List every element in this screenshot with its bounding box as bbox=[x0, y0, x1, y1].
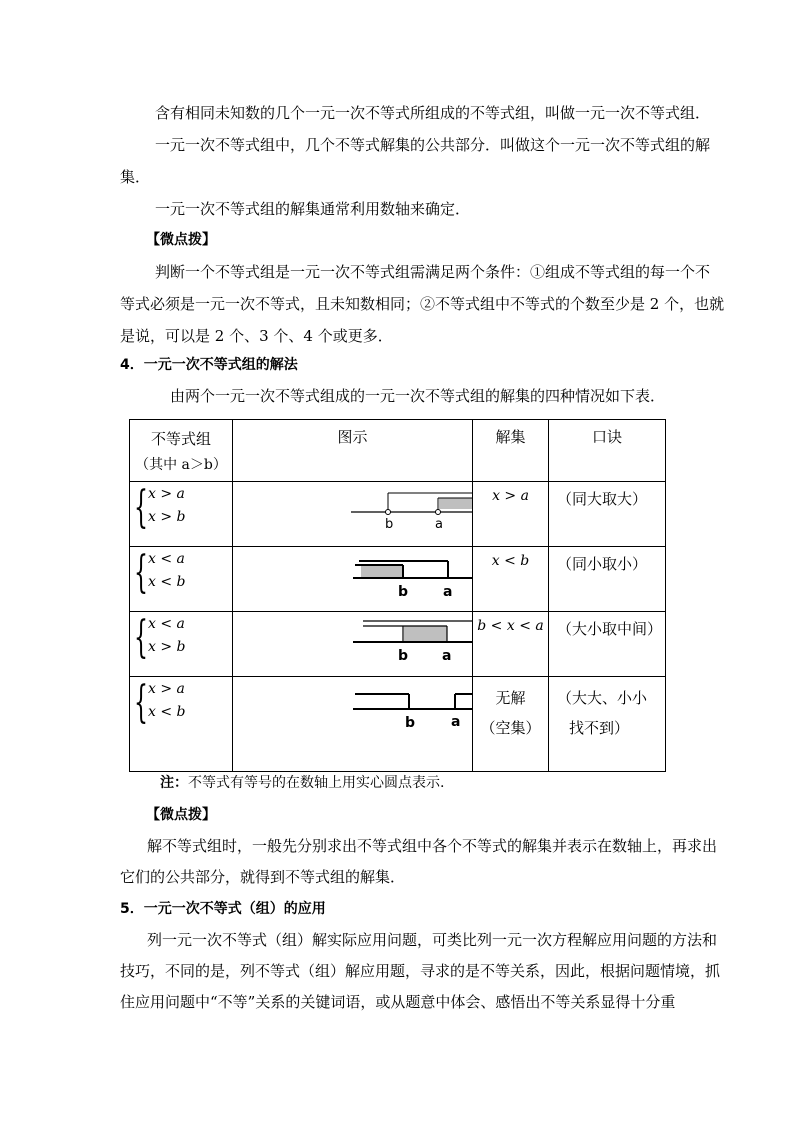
brace-icon: { bbox=[134, 677, 148, 728]
row2-solution-text: x < b bbox=[491, 553, 530, 569]
solution-set-table bbox=[129, 419, 666, 772]
header-col3: 解集 bbox=[495, 428, 526, 446]
row3-rule bbox=[549, 612, 666, 677]
table-row bbox=[130, 482, 666, 547]
label-b: b bbox=[398, 648, 409, 664]
header-col1-line1: 不等式组 bbox=[150, 430, 211, 448]
row2-rule bbox=[549, 547, 666, 612]
label-a: a bbox=[451, 714, 461, 730]
label-a: a bbox=[443, 584, 453, 600]
row2-ineq1: x < a bbox=[148, 551, 185, 567]
brace-icon: { bbox=[134, 482, 148, 533]
brace-icon: { bbox=[134, 547, 148, 598]
row2-rule-text: （同小取小） bbox=[557, 555, 648, 573]
row3-rule-text: （大小取中间） bbox=[557, 620, 663, 638]
row1-rule-text: （同大取大） bbox=[557, 490, 648, 508]
row2-diagram bbox=[233, 547, 473, 612]
header-rule bbox=[549, 420, 666, 482]
row4-diagram bbox=[233, 677, 473, 772]
row4-ineq2: x < b bbox=[148, 704, 186, 720]
paragraph-solution-set-line1: 一元一次不等式组中，几个不等式解集的公共部分．叫做这个一元一次不等式组的解 bbox=[155, 136, 711, 154]
shaded-region bbox=[404, 626, 447, 642]
row1-solution-text: x > a bbox=[492, 488, 529, 504]
shaded-region bbox=[439, 498, 472, 509]
tip2-heading: 【微点拨】 bbox=[146, 807, 216, 823]
row4-solution bbox=[473, 677, 549, 772]
row3-number-line bbox=[233, 612, 472, 672]
brace-system bbox=[130, 547, 232, 605]
paragraph-definition: 含有相同未知数的几个一元一次不等式所组成的不等式组，叫做一元一次不等式组． bbox=[155, 104, 711, 122]
paragraph-solution-set-line2: 集． bbox=[120, 168, 151, 186]
row3-solution-text: b < x < a bbox=[477, 618, 544, 634]
shaded-region bbox=[361, 565, 403, 578]
row1-ineq2: x > b bbox=[148, 509, 186, 525]
row3-ineq2: x > b bbox=[148, 639, 186, 655]
label-a: a bbox=[435, 517, 443, 532]
row3-solution bbox=[473, 612, 549, 677]
brace-icon: { bbox=[134, 612, 148, 663]
section4-heading: 4．一元一次不等式组的解法 bbox=[120, 357, 298, 373]
header-diagram bbox=[233, 420, 473, 482]
row1-solution bbox=[473, 482, 549, 547]
row4-solution-line2: （空集） bbox=[480, 719, 541, 737]
note-label: 注： bbox=[160, 775, 188, 791]
row1-number-line bbox=[233, 482, 472, 542]
row2-system bbox=[130, 547, 233, 612]
note-text: 不等式有等号的在数轴上用实心圆点表示. bbox=[188, 775, 445, 791]
row3-system bbox=[130, 612, 233, 677]
row4-rule bbox=[549, 677, 666, 772]
table-row bbox=[130, 677, 666, 772]
brace-system bbox=[130, 677, 232, 735]
row4-rule-line1: （大大、小小 bbox=[557, 689, 648, 707]
label-b: b bbox=[405, 715, 416, 731]
row4-number-line bbox=[233, 677, 472, 737]
tip1-line2: 等式必须是一元一次不等式，且未知数相同；②不等式组中不等式的个数至少是 2 个，也就 bbox=[120, 295, 725, 313]
tip2-line1: 解不等式组时，一般先分别求出不等式组中各个不等式的解集并表示在数轴上，再求出 bbox=[147, 837, 718, 855]
paragraph-number-line: 一元一次不等式组的解集通常利用数轴来确定． bbox=[155, 200, 471, 218]
header-inequality-system bbox=[130, 420, 233, 482]
table-intro: 由两个一元一次不等式组成的一元一次不等式组的解集的四种情况如下表． bbox=[170, 387, 666, 405]
row3-diagram bbox=[233, 612, 473, 677]
row1-diagram bbox=[233, 482, 473, 547]
table-note bbox=[160, 773, 444, 793]
section5-line1: 列一元一次不等式（组）解实际应用问题，可类比列一元一次方程解应用问题的方法和 bbox=[147, 931, 718, 949]
table-row bbox=[130, 547, 666, 612]
section5-heading: 5．一元一次不等式（组）的应用 bbox=[120, 901, 326, 917]
row1-system bbox=[130, 482, 233, 547]
row2-ineq2: x < b bbox=[148, 574, 186, 590]
brace-system bbox=[130, 612, 232, 670]
label-b: b bbox=[398, 584, 409, 600]
header-solution bbox=[473, 420, 549, 482]
row4-rule-line2: 找不到） bbox=[569, 719, 630, 737]
row1-ineq1: x > a bbox=[148, 486, 185, 502]
row4-solution-line1: 无解 bbox=[495, 689, 526, 707]
header-col4: 口诀 bbox=[591, 428, 622, 446]
row4-ineq1: x > a bbox=[148, 681, 185, 697]
row3-ineq1: x < a bbox=[148, 616, 185, 632]
label-b: b bbox=[385, 517, 394, 532]
open-dot-b bbox=[386, 510, 391, 515]
header-col1-line2: （其中 a＞b） bbox=[135, 457, 227, 473]
section5-line2: 技巧，不同的是，列不等式（组）解应用题，寻求的是不等关系，因此，根据问题情境，抓 bbox=[120, 962, 721, 980]
header-col2: 图示 bbox=[337, 428, 368, 446]
row4-system bbox=[130, 677, 233, 772]
table-header-row bbox=[130, 420, 666, 482]
open-dot-a bbox=[436, 510, 441, 515]
label-a: a bbox=[442, 648, 452, 664]
brace-system bbox=[130, 482, 232, 540]
row2-number-line bbox=[233, 547, 472, 607]
tip1-line3: 是说，可以是 2 个、3 个、4 个或更多． bbox=[120, 327, 393, 345]
tip1-heading: 【微点拨】 bbox=[146, 232, 216, 248]
row2-solution bbox=[473, 547, 549, 612]
tip1-line1: 判断一个不等式组是一元一次不等式组需满足两个条件：①组成不等式组的每一个不 bbox=[155, 263, 711, 281]
section5-line3: 住应用问题中“不等”关系的关键词语，或从题意中体会、感悟出不等关系显得十分重 bbox=[120, 993, 676, 1011]
tip2-line2: 它们的公共部分，就得到不等式组的解集． bbox=[120, 868, 406, 886]
row1-rule bbox=[549, 482, 666, 547]
table-row bbox=[130, 612, 666, 677]
